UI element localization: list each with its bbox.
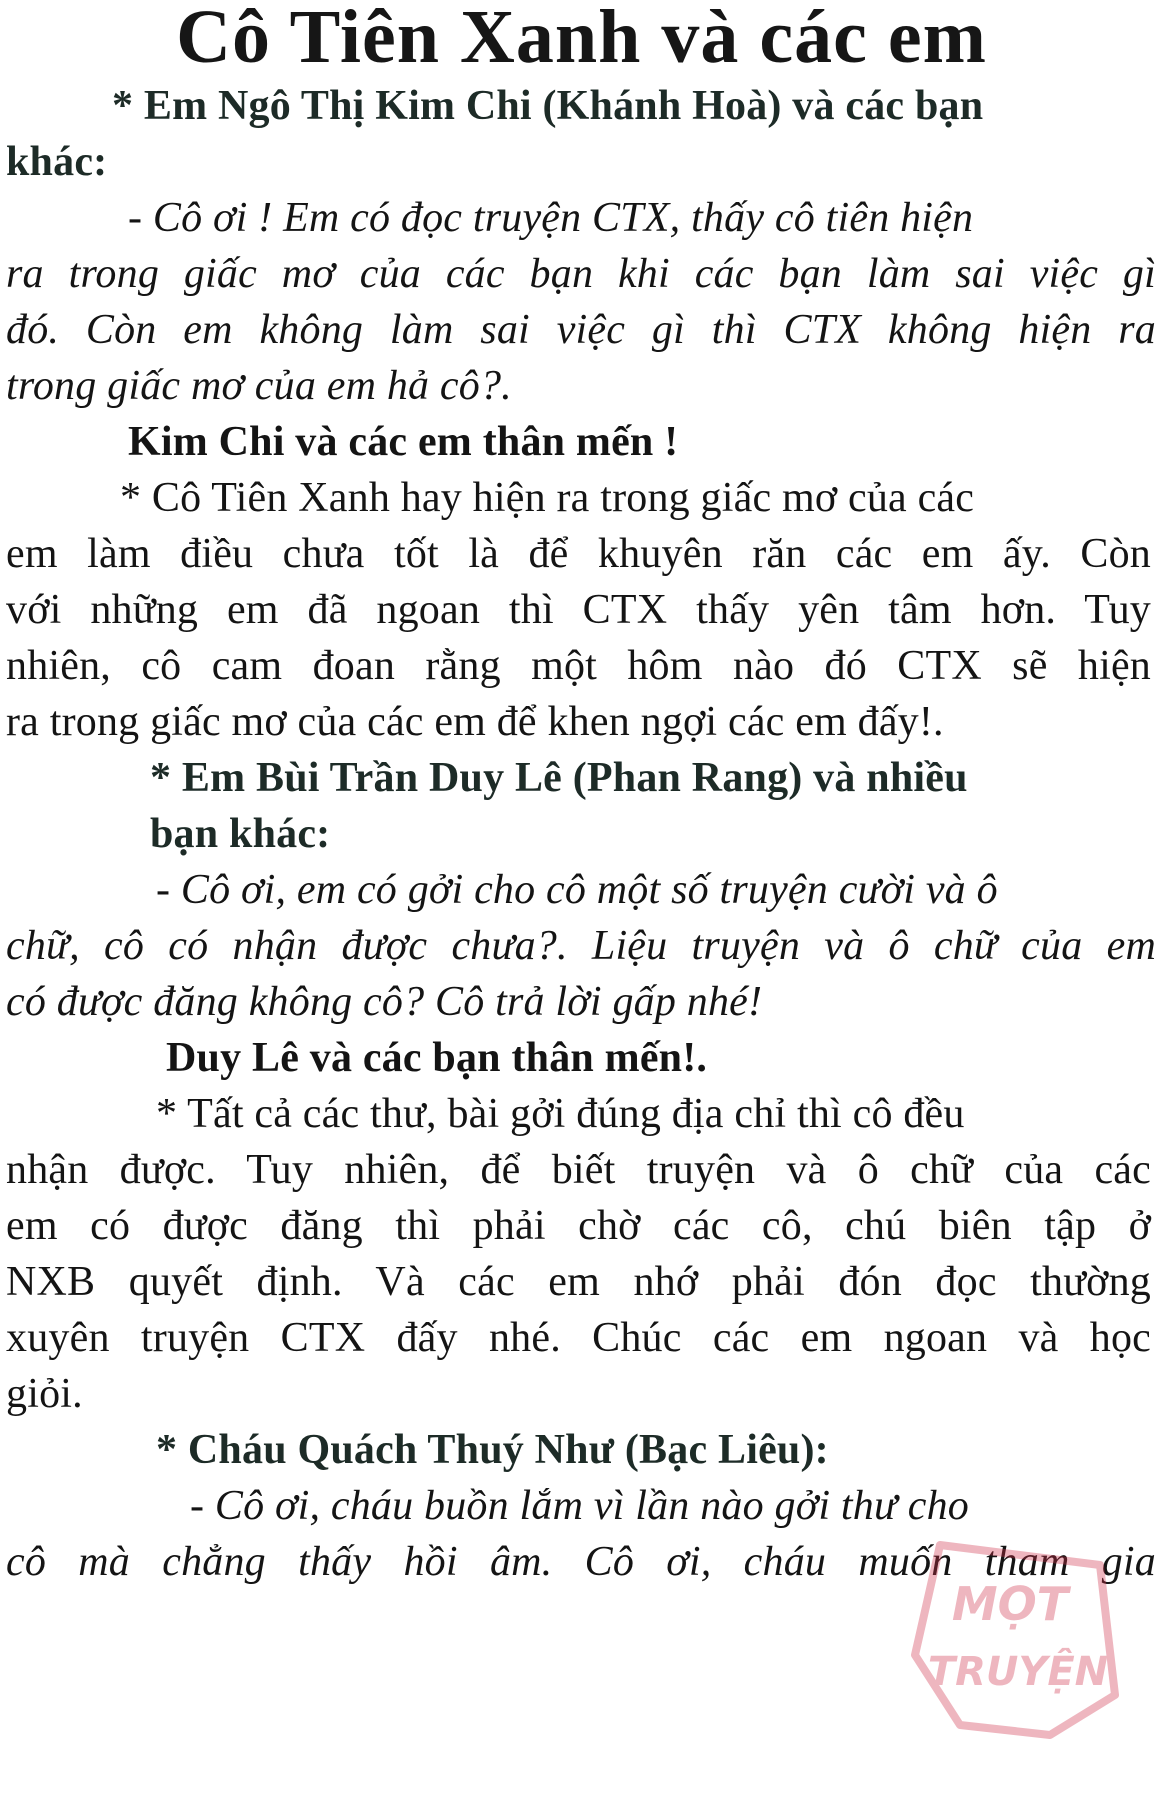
letter-heading: * Em Bùi Trần Duy Lê (Phan Rang) và nhiều (150, 755, 968, 801)
question-line: đó. Còn em không làm sai việc gì thì CTX không hiện ra (6, 307, 1156, 353)
reply-greeting: Kim Chi và các em thân mến ! (128, 419, 679, 465)
reply-line: NXB quyết định. Và các em nhớ phải đón đọc thường (6, 1259, 1151, 1305)
question-line: - Cô ơi, cháu buồn lắm vì lần nào gởi thư cho (190, 1483, 970, 1529)
question-line: chữ, cô có nhận được chưa?. Liệu truyện và ô chữ của em (6, 923, 1156, 969)
question-line: cô mà chẳng thấy hồi âm. Cô ơi, cháu muốn tham gia (6, 1539, 1156, 1585)
reply-line: nhận được. Tuy nhiên, để biết truyện và ô chữ của các (6, 1147, 1151, 1193)
reply-line: em có được đăng thì phải chờ các cô, chú biên tập ở (6, 1203, 1151, 1249)
question-line: - Cô ơi ! Em có đọc truyện CTX, thấy cô tiên hiện (128, 195, 974, 241)
question-line: ra trong giấc mơ của các bạn khi các bạn làm sai việc gì (6, 251, 1156, 297)
watermark-text-top: MỌT (951, 1577, 1069, 1631)
question-line: trong giấc mơ của em hả cô?. (6, 363, 512, 409)
reply-line: em làm điều chưa tốt là để khuyên răn các em ấy. Còn (6, 531, 1151, 577)
watermark-logo-icon (900, 1535, 1130, 1745)
question-line: - Cô ơi, em có gởi cho cô một số truyện cười và ô (156, 867, 998, 913)
reply-line: giỏi. (6, 1371, 83, 1417)
reply-line: ra trong giấc mơ của các em để khen ngợi các em đấy!. (6, 699, 944, 745)
page-title: Cô Tiên Xanh và các em (176, 0, 987, 79)
reply-line: * Tất cả các thư, bài gởi đúng địa chỉ thì cô đều (156, 1091, 965, 1137)
watermark-text-bottom: TRUYỆN (927, 1649, 1109, 1695)
letter-heading: bạn khác: (150, 811, 331, 857)
letter-heading: * Cháu Quách Thuý Như (Bạc Liêu): (156, 1427, 829, 1473)
letter-heading: khác: (6, 139, 108, 185)
question-line: có được đăng không cô? Cô trả lời gấp nhé! (6, 979, 763, 1025)
reply-line: * Cô Tiên Xanh hay hiện ra trong giấc mơ của các (120, 475, 975, 521)
reply-line: với những em đã ngoan thì CTX thấy yên tâm hơn. Tuy (6, 587, 1151, 633)
reply-line: nhiên, cô cam đoan rằng một hôm nào đó CTX sẽ hiện (6, 643, 1151, 689)
reply-greeting: Duy Lê và các bạn thân mến!. (166, 1035, 708, 1081)
reply-line: xuyên truyện CTX đấy nhé. Chúc các em ngoan và học (6, 1315, 1151, 1361)
letter-heading: * Em Ngô Thị Kim Chi (Khánh Hoà) và các bạn (112, 83, 984, 129)
